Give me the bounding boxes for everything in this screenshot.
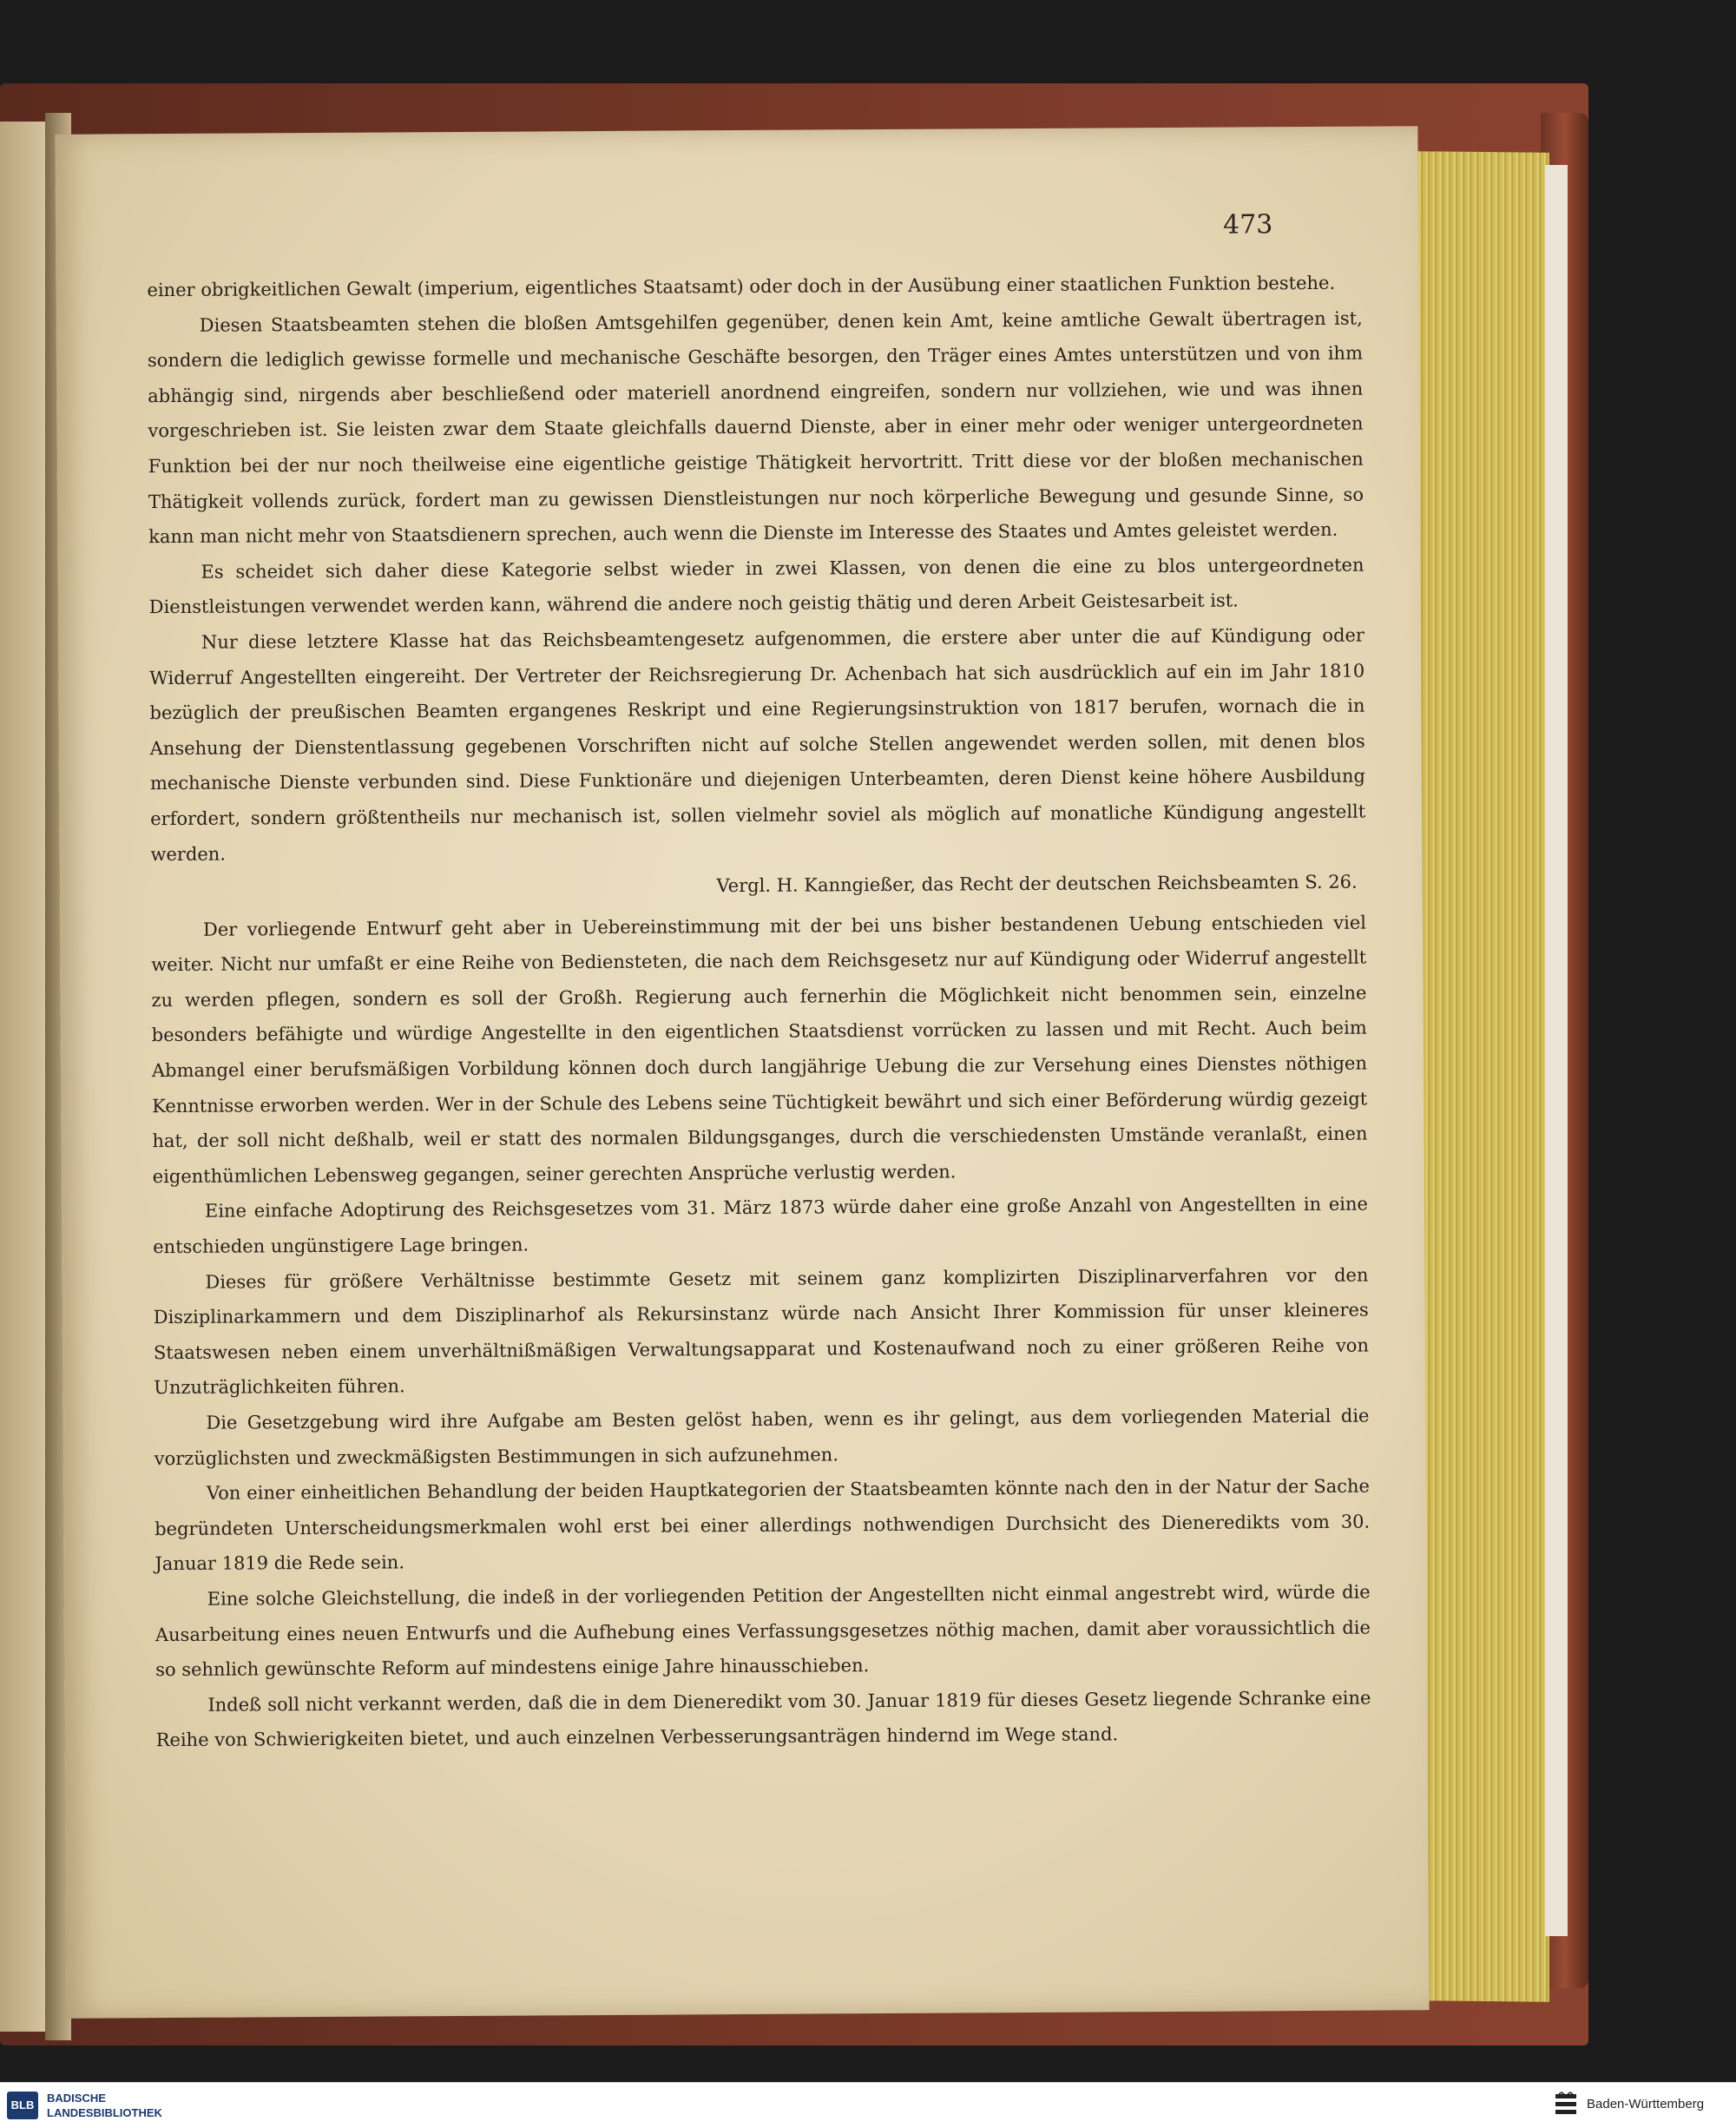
paragraph: Diesen Staatsbeamten stehen die bloßen Amtsgehilfen gegenüber, denen kein Amt, keine amtliche Gewalt übertragen ist, sondern die lediglich gewisse formelle und mechanische Geschäfte besorgen, den Träger eines Amtes unterstützen und von ihm abhängig sind, nirgends aber beschließend oder materiell anordnend eingreifen, sondern nur vollziehen, wie und was ihnen vorgeschrieben ist. Sie leisten zwar dem Staate gleichfalls dauernd Dienste, aber in einer mehr oder weniger untergeordneten Funktion bei der nur noch theilweise eine eigentliche geistige Thätigkeit hervortritt. Tritt diese vor der bloßen mechanischen Thätigkeit vollends zurück, fordert man zu gewissen Dienstleistungen nur noch körperliche Bewegung und gesunde Sinne, so kann man nicht mehr von Staatsdienern sprechen, auch wenn die Dienste im Interesse des Staates und Amtes geleistet werden.	[147, 307, 1364, 548]
page-edge	[1410, 151, 1549, 2002]
paragraph: Eine einfache Adoptirung des Reichsgesetzes vom 31. März 1873 würde daher eine große Anzahl von Angestellten in eine entschieden ungünstigere Lage bringen.	[153, 1194, 1369, 1258]
coat-of-arms-icon	[1554, 2092, 1578, 2118]
paragraph: Eine solche Gleichstellung, die indeß in der vorliegenden Petition der Angestellten nicht einmal angestrebt wird, würde die Ausarbeitung eines neuen Entwurfs und die Aufhebung eines Verfassungsgesetzes nöthig machen, damit aber voraussichtlich die so sehnlich gewünschte Reform auf mindestens einige Jahre hinausschieben.	[155, 1581, 1371, 1681]
page-edge-inner	[1545, 165, 1568, 1936]
paragraph: Es scheidet sich daher diese Kategorie selbst wieder in zwei Klassen, von denen die eine zu blos untergeordneten Dienstleistungen verwendet werden kann, während die andere noch geistig thätig und deren Arbeit Geistesarbeit ist.	[148, 554, 1364, 618]
facing-page	[0, 122, 52, 2032]
paragraph: Nur diese letztere Klasse hat das Reichsbeamtengesetz aufgenommen, die erstere aber unter die auf Kündigung oder Widerruf Angestellten eingereiht. Der Vertreter der Reichsregierung Dr. Achenbach hat sich ausdrücklich auf ein im Jahr 1810 bezüglich der preußischen Beamten ergangenes Reskript und eine Regierungsinstruktion von 1817 berufen, wornach die in Ansehung der Dienstentlassung gegebenen Vorschriften nicht auf solche Stellen angewendet werden sollen, mit denen blos mechanische Dienste verbunden sind. Diese Funktionäre und diejenigen Unterbeamten, deren Dienst keine höhere Ausbildung erfordert, sondern größtentheils nur mechanisch ist, sollen vielmehr soviel als möglich auf monatliche Kündigung angestellt werden.	[149, 624, 1366, 865]
citation: Vergl. H. Kanngießer, das Recht der deutschen Reichsbeamten S. 26.	[716, 871, 1358, 897]
library-name-line1: BADISCHE	[47, 2092, 106, 2105]
book-page	[55, 126, 1429, 2019]
page-number: 473	[1222, 209, 1273, 240]
footer-bar	[0, 2082, 1736, 2128]
paragraph: Dieses für größere Verhältnisse bestimmte Gesetz mit seinem ganz komplizirten Disziplinarverfahren vor den Disziplinarkammern und dem Disziplinarhof als Rekursinstanz würde nach Ansicht Ihrer Kommission für unser kleineres Staatswesen neben einem unverhältnißmäßigen Verwaltungsapparat und Kostenaufwand noch zu einer größeren Reihe von Unzuträglichkeiten führen.	[153, 1264, 1370, 1399]
paragraph: Die Gesetzgebung wird ihre Aufgabe am Besten gelöst haben, wenn es ihr gelingt, aus dem vorliegenden Material die vorzüglichsten und zweckmäßigsten Bestimmungen in sich aufzunehmen.	[154, 1405, 1370, 1469]
state-name[interactable]: Baden-Württemberg	[1587, 2097, 1705, 2112]
page-text	[147, 266, 1371, 1758]
library-name[interactable]	[47, 2091, 162, 2120]
paragraph: einer obrigkeitlichen Gewalt (imperium, eigentliches Staatsamt) oder doch in der Ausübung einer staatlichen Funktion bestehe.	[147, 272, 1336, 301]
paragraph: Der vorliegende Entwurf geht aber in Uebereinstimmung mit der bei uns bisher bestandenen Uebung entschieden viel weiter. Nicht nur umfaßt er eine Reihe von Bediensteten, die nach dem Reichsgesetz nur auf Kündigung oder Widerruf angestellt zu werden pflegen, sondern es soll der Großh. Regierung auch fernerhin die Möglichkeit nicht benommen sein, einzelne besonders befähigte und würdige Angestellte in den eigentlichen Staatsdienst vorrücken zu lassen und mit Recht. Auch beim Abmangel einer berufsmäßigen Vorbildung können doch durch langjährige Uebung die zur Versehung eines Dienstes nöthigen Kenntnisse erworben werden. Wer in der Schule des Lebens seine Tüchtigkeit bewährt und sich einer Beförderung würdig gezeigt hat, der soll nicht deßhalb, weil er statt des normalen Bildungsganges, durch die verschiedensten Umstände veranlaßt, einen eigenthümlichen Lebensweg gegangen, seiner gerechten Ansprüche verlustig werden.	[151, 912, 1368, 1187]
paragraph: Von einer einheitlichen Behandlung der beiden Hauptkategorien der Staatsbeamten könnte nach den in der Natur der Sache begründeten Unterscheidungsmerkmalen wohl erst bei einer allerdings nothwendigen Durchsicht des Dieneredikts vom 30. Januar 1819 die Rede sein.	[155, 1475, 1371, 1575]
blb-logo[interactable]: BLB	[7, 2092, 38, 2119]
library-name-line2: LANDESBIBLIOTHEK	[47, 2106, 162, 2119]
paragraph: Indeß soll nicht verkannt werden, daß die in dem Dieneredikt vom 30. Januar 1819 für dieses Gesetz liegende Schranke eine Reihe von Schwierigkeiten bietet, und auch einzelnen Verbesserungsanträgen hindernd im Wege stand.	[155, 1687, 1371, 1751]
